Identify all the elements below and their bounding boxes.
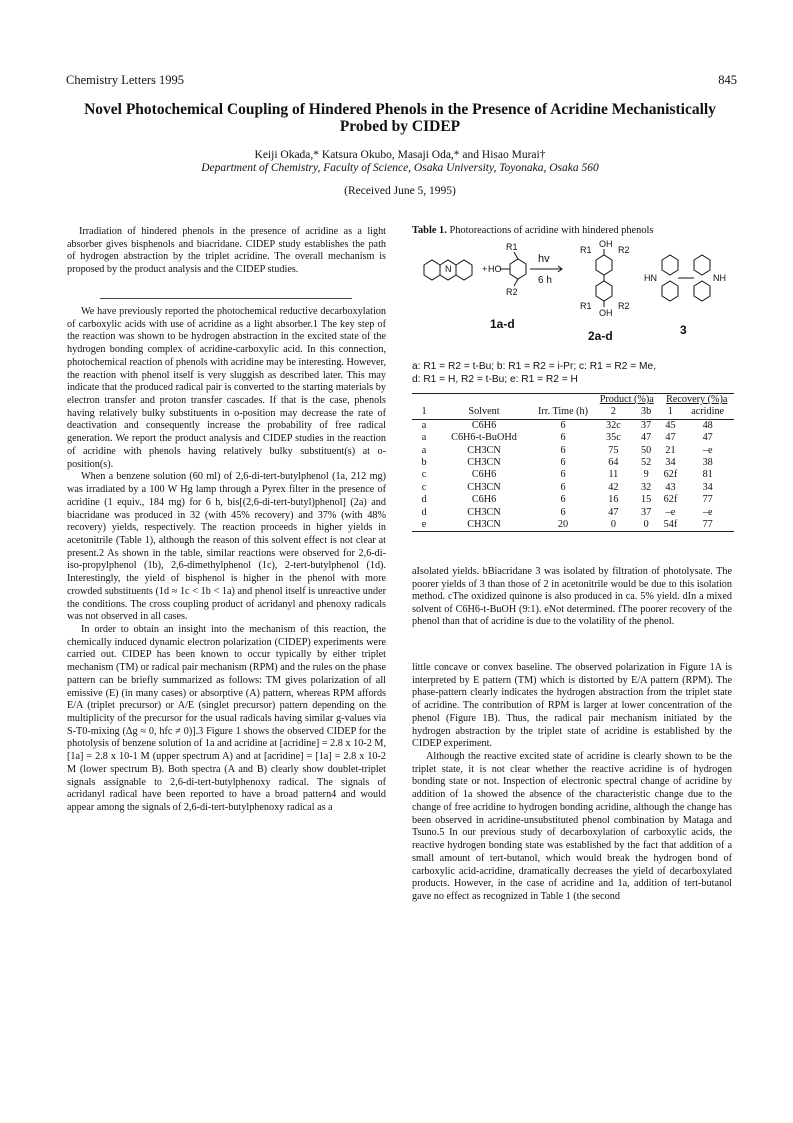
- column-header: 2: [610, 406, 616, 418]
- table-cell: CH3CN: [467, 506, 501, 518]
- table-cell: 35c: [606, 432, 621, 444]
- r1-label-bottom: R1: [580, 301, 592, 311]
- table-cell: 54f: [663, 519, 678, 531]
- table-cell: d: [421, 506, 427, 518]
- right-column: [412, 0, 732, 1123]
- table-cell: 42: [608, 481, 619, 493]
- column-header: 1: [667, 406, 673, 418]
- table-cell: 43: [665, 481, 676, 493]
- substituent-legend-1: a: R1 = R2 = t-Bu; b: R1 = R2 = i-Pr; c: R1 = R2 = Me,: [412, 361, 657, 372]
- compound-3-label: 3: [680, 323, 687, 337]
- table-cell: 34: [702, 481, 713, 493]
- table-cell: C6H6: [471, 494, 497, 506]
- table-cell: 47: [608, 506, 619, 518]
- table-cell: C6H6: [471, 469, 497, 481]
- table-cell: 6: [560, 481, 566, 493]
- table-cell: 21: [665, 444, 676, 456]
- table-cell: d: [421, 494, 427, 506]
- r1-label-top: R1: [580, 245, 592, 255]
- section-divider: [100, 298, 352, 299]
- table-cell: C6H6-t-BuOHd: [451, 432, 517, 444]
- column-header: 3b: [641, 406, 652, 418]
- oh-label-top: OH: [599, 239, 613, 249]
- hn-label: HN: [644, 273, 657, 283]
- table-cell: 38: [702, 457, 713, 469]
- table-cell: a: [421, 432, 427, 444]
- table-cell: 75: [608, 444, 619, 456]
- r2-label-top: R2: [618, 245, 630, 255]
- footnote-text: aIsolated yields. bBiacridane 3 was isolated by filtration of photolysate. The poorer yields of 3 than those of 2 in acetonitrile would be due to this isolation method. cThe oxidized quinone is also produced in ca. 5% yield. dIn a mixed solvent of C6H6-t-BuOH (9:1). eNot determined. fThe poorer recovery of the phenol than that of acridine is due to the volatility of the phenol.: [412, 566, 732, 628]
- table-cell: –e: [665, 506, 676, 518]
- table-cell: 64: [608, 457, 619, 469]
- table-cell: 50: [641, 444, 652, 456]
- table-cell: 6: [560, 469, 566, 481]
- left-body-text: [67, 306, 386, 815]
- table-cell: 32: [641, 481, 652, 493]
- page-number: 845: [718, 73, 737, 87]
- table-cell: c: [421, 481, 427, 493]
- table-cell: 11: [608, 469, 619, 481]
- paragraph: When a benzene solution (60 ml) of 2,6-di-tert-butylphenol (1a, 212 mg) was irradiated by a 100 W Hg lamp through a Pyrex filter in the presence of acridine (1 equiv., 184 mg) for 6 h, bis[(2,6-di-tert-butyl)phenol] (2a) and biacridane was produced in 32 (with 45% recovery) and 37% (with 48% recovery) yields, respectively. The reaction proceeds in higher yields in acetonitrile (Table 1), although the reason of this solvent effect is not clear at present.2 As shown in the table, similar reactions were observed for 2,6-di-iso-propylphenol (1b), 2,6-dimethylphenol (1c), 2-tert-butylphenol (1d). Interestingly, the yield of bisphenol is higher in the phenol with more crowded substituents (1d ≈ 1c < 1b < 1a) and phenol itself is unreactive under the conditions. The cross coupling product of acridanyl and phenoxy radicals was not observed in all cases.: [67, 471, 386, 623]
- table-cell: –e: [702, 506, 713, 518]
- table-cell: 20: [557, 519, 569, 531]
- paragraph: We have previously reported the photochemical reductive decarboxylation of carboxylic acids with use of acridine as a light absorber.1 The key step of the reaction was shown to be hydrogen abstraction in the excited state of the hydrogen bonding complex of acridine-carboxylic acid. In this connection, photochemical reaction of phenols with acridine may be interesting. However, the reaction with phenol itself is very sluggish as described later. This may indicate that the produced radical pair is converted to the starting materials by electron transfer and proton transfer cascades. If that is the case, phenols having relatively bulky substituents in o-position may decrease the rate of deactivation and consequently increase the probability of free radical generation. We report the product analysis and CIDEP studies in the reaction of acridine with phenols having relatively bulky substituent(s) at o-position(s).: [67, 306, 386, 470]
- table-cell: e: [421, 519, 427, 531]
- journal-header: Chemistry Letters 1995: [66, 73, 185, 87]
- table-caption-text: Photoreactions of acridine with hindered phenols: [449, 225, 654, 236]
- table-cell: 52: [641, 457, 652, 469]
- table-cell: 77: [702, 519, 713, 531]
- paper-title: Novel Photochemical Coupling of Hindered Phenols in the Presence of Acridine Mechanistically Probed by CIDEP: [84, 101, 716, 135]
- table-cell: 9: [643, 469, 649, 481]
- table-cell: C6H6: [471, 419, 497, 431]
- table-cell: 45: [665, 419, 676, 431]
- table-cell: 47: [641, 432, 652, 444]
- table-cell: CH3CN: [467, 457, 501, 469]
- table-cell: 62f: [663, 494, 678, 506]
- r2-label: R2: [506, 287, 518, 297]
- table-cell: c: [421, 469, 427, 481]
- table-cell: 6: [560, 494, 566, 506]
- table-cell: 48: [702, 419, 713, 431]
- oh-label-bottom: OH: [599, 308, 613, 318]
- authors: Keiji Okada,* Katsura Okubo, Masaji Oda,* and Hisao Murai†: [254, 149, 546, 161]
- table-cell: 6: [560, 432, 566, 444]
- nh-label: NH: [713, 273, 726, 283]
- table-caption-label: Table 1.: [412, 225, 447, 236]
- table-cell: 6: [560, 506, 566, 518]
- table-cell: 34: [665, 457, 676, 469]
- plus-sign: +: [482, 264, 488, 274]
- r2-label-bottom: R2: [618, 301, 630, 311]
- hv-label: hv: [538, 253, 550, 265]
- r1-label: R1: [506, 242, 518, 252]
- abstract-text: Irradiation of hindered phenols in the presence of acridine as a light absorber gives bisphenols and biacridane. CIDEP study establishes the path of hydrogen abstraction by the triplet acridine. The overall mechanism is proposed by the product analysis and the CIDEP studies.: [67, 226, 386, 276]
- table-cell: 16: [608, 494, 619, 506]
- table-cell: CH3CN: [467, 444, 501, 456]
- table-cell: 81: [702, 469, 713, 481]
- table-cell: 0: [643, 519, 649, 531]
- paragraph: Although the reactive excited state of acridine is clearly shown to be the triplet state, it is not clear whether the reactive acridine is of hydrogen bonding state or not. Inspection of electronic spectral change of acridine by addition of 1a showed the absence of the characteristic change due to the change of free acridine to hydrogen bonding acridine, although the change has been observed in acridine-unsubstituted phenol combination by Mataga and Tsuno.5 In our previous study of decarboxylation of carboxylic acids, the reactive hydrogen bonding state was established by the fact that addition of a small amount of tert-butanol, which would break the hydrogen bond of carboxylic acid-acridine, dramatically decreases the yield of decarboxylated products. However, in the case of acridine and 1a, addition of tert-butanol gave no effect as recognized in Table 1 (the second: [412, 751, 732, 902]
- table-footnotes: [412, 566, 732, 629]
- affiliation: Department of Chemistry, Faculty of Science, Osaka University, Toyonaka, Osaka 560: [201, 162, 599, 174]
- table-cell: 15: [641, 494, 652, 506]
- table-cell: 6: [560, 457, 566, 469]
- paragraph: In order to obtain an insight into the mechanism of this reaction, the chemically induced dynamic electron polarization (CIDEP) experiments were carried out. CIDEP has been known to occur typically by either triplet mechanism (TM) or radical pair mechanism (RPM) and the rules on the phase pattern can be briefly summarized as follows: TM gives polarization of all emissive (E) (in many cases) or absorptive (A) pattern, whereas RPM affords E/A (triplet precursor) or A/E (singlet precursor) pattern depending on the multiplicity of the precursor for the usual radicals having similar g-values via S-T0-mixing (Δg ≈ 0, hfc ≠ 0)].3 Figure 1 shows the observed CIDEP for the photolysis of benzene solution of 1a and acridine at [acridine] = 2.8 x 10-2 M, [1a] = 2.8 x 10-1 M (upper spectrum A) and at [acridine] = [1a] = 2.8 x 10-2 M (lower spectrum B). Both spectra (A and B) clearly show doublet-triplet signals assignable to 2,6-di-tert-butylphenoxy radical. The signals of acridanyl radical have been reported to have a broad pattern4 and would appear among the signals of 2,6-di-tert-butylphenoxy radical as a: [67, 623, 386, 814]
- compound-1-label: 1a-d: [490, 317, 515, 331]
- table-cell: 47: [665, 432, 676, 444]
- table-cell: a: [421, 419, 427, 431]
- table-cell: 6: [560, 419, 566, 431]
- recovery-group-header: Recovery (%)a: [666, 394, 728, 405]
- table-cell: CH3CN: [467, 481, 501, 493]
- table-cell: –e: [702, 444, 713, 456]
- table-cell: 47: [702, 432, 713, 444]
- received-date: (Received June 5, 1995): [344, 185, 456, 197]
- table-cell: a: [421, 444, 427, 456]
- time-label: 6 h: [538, 275, 552, 286]
- table-cell: 0: [610, 519, 616, 531]
- ho-label: HO: [488, 264, 502, 274]
- left-column: [67, 0, 386, 1123]
- paragraph: little concave or convex baseline. The observed polarization in Figure 1A is interpreted by E pattern (TM) which is distorted by E/A pattern (RPM). The phase-pattern clearly indicates the hydrogen abstraction from the triplet state of acridine. The contribution of RPM is larger at lower concentration of the phenol (Figure 1B). Thus, the radical pair mechanism initiated by the hydrogen abstraction by the triplet state of acridine is established by the CIDEP experiment.: [412, 662, 732, 750]
- abstract: [67, 226, 386, 277]
- table-cell: 32c: [606, 419, 621, 431]
- acridine-n-label: N: [445, 264, 452, 274]
- table-cell: b: [421, 457, 427, 469]
- table-cell: 6: [560, 444, 566, 456]
- column-header: acridine: [691, 406, 725, 418]
- table-cell: 37: [641, 506, 652, 518]
- table-cell: 37: [641, 419, 652, 431]
- product-group-header: Product (%)a: [599, 394, 654, 405]
- column-header: 1: [421, 406, 427, 418]
- column-header: Solvent: [468, 406, 500, 418]
- table-cell: 77: [702, 494, 713, 506]
- compound-2-label: 2a-d: [588, 329, 613, 343]
- column-header: Irr. Time (h): [537, 406, 589, 418]
- right-body-text: [412, 662, 732, 904]
- substituent-legend-2: d: R1 = H, R2 = t-Bu; e: R1 = R2 = H: [412, 374, 578, 385]
- table-cell: CH3CN: [467, 519, 501, 531]
- table-cell: 62f: [663, 469, 678, 481]
